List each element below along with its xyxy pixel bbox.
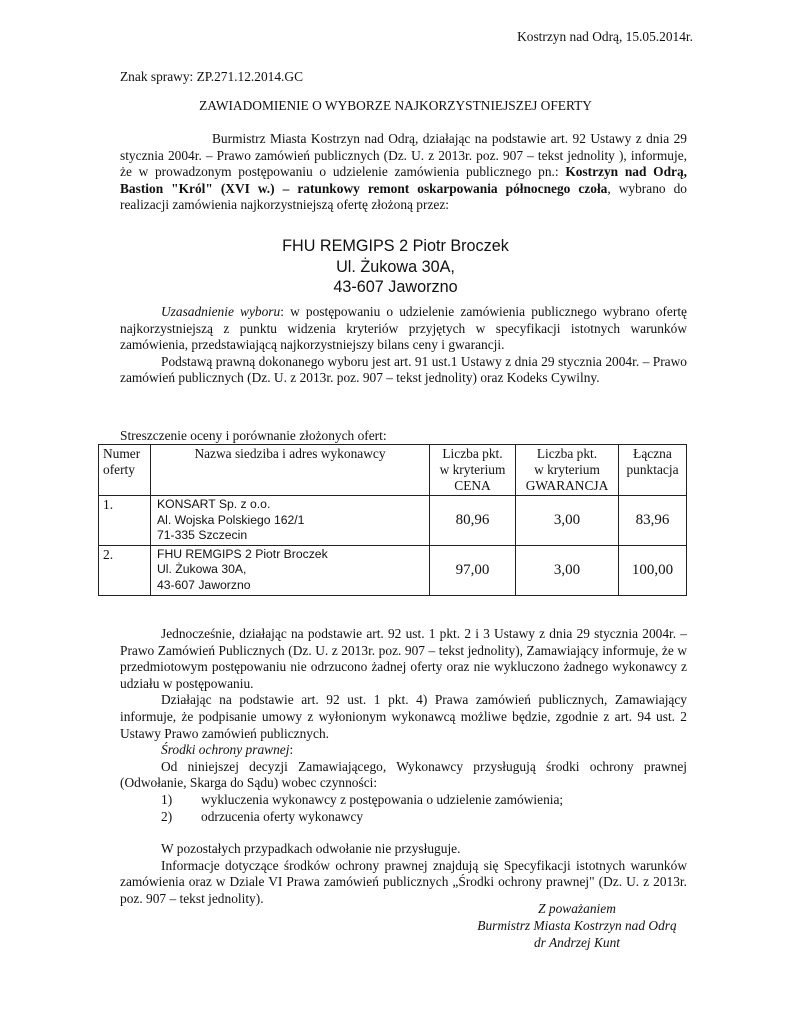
signature-greeting: Z poważaniem — [538, 901, 616, 916]
row-total-points: 83,96 — [619, 496, 687, 546]
closing-paragraph-5: Informacje dotyczące środków ochrony prawnej znajdują się Specyfikacji istotnych warunków zamówienia oraz w Dziale VI Prawa zamówień publicznych „Środki ochrony prawnej" (Dz. U. z 2013r. poz. 907 – tekst jednolity). — [120, 857, 687, 906]
winner-city: 43-607 Jaworzno — [333, 278, 458, 296]
offers-table — [98, 444, 687, 596]
row-number: 1. — [99, 496, 151, 546]
legal-basis: Podstawą prawną dokonanego wyboru jest art. 91 ust.1 Ustawy z dnia 29 stycznia 2004r. – Prawo zamówień publicznych (Dz. U. z 2013r. poz. 907 – tekst jednolity) oraz Kodeks Cywilny. — [120, 353, 687, 386]
justification-label: Uzasadnienie wyboru — [161, 304, 281, 319]
signature-name: dr Andrzej Kunt — [533, 934, 621, 950]
project-name: Kostrzyn nad Odrą, Bastion "Król" (XVI w.) – ratunkowy remont oskarpowania północnego czoła — [120, 164, 687, 196]
winner-name: FHU REMGIPS 2 Piotr Broczek — [282, 237, 509, 255]
signature-block — [452, 901, 702, 951]
header-number: Numer oferty — [99, 445, 151, 496]
header-warranty: Liczba pkt. w kryterium GWARANCJA — [516, 445, 619, 496]
winner-block — [0, 236, 791, 298]
document-date: Kostrzyn nad Odrą, 15.05.2014r. — [517, 29, 693, 44]
closing-paragraph-3: Od niniejszej decyzji Zamawiającego, Wykonawcy przysługują środki ochrony prawnej (Odwołanie, Skarga do Sądu) wobec czynności: — [120, 758, 687, 791]
list-item: 2) odrzucenia oferty wykonawcy — [161, 808, 364, 824]
row-price-points: 97,00 — [430, 545, 516, 595]
header-price: Liczba pkt. w kryterium CENA — [430, 445, 516, 496]
row-price-points: 80,96 — [430, 496, 516, 546]
row-number: 2. — [99, 545, 151, 595]
list-item: 1) wykluczenia wykonawcy z postępowania o udzielenie zamówienia; — [161, 791, 564, 807]
table-row — [99, 496, 687, 546]
closing-paragraph-1: Jednocześnie, działając na podstawie art. 92 ust. 1 pkt. 2 i 3 Ustawy z dnia 29 stycznia 2004r. – Prawo Zamówień Publicznych (Dz. U. z 2013r. poz. 907 – tekst jednolity), Zamawiający informuje, że w przedmiotowym postępowaniu nie odrzucono żadnej oferty oraz nie wykluczono żadnego wykonawcy z udziału w postępowaniu. — [120, 626, 687, 691]
row-contractor: FHU REMGIPS 2 Piotr Broczek Ul. Żukowa 30A, 43-607 Jaworzno — [151, 545, 430, 595]
closing-paragraph-2: Działając na podstawie art. 92 ust. 1 pkt. 4) Prawa zamówień publicznych, Zamawiający informuje, że podpisanie umowy z wyłonionym wykonawcą możliwe będzie, zgodnie z art. 94 ust. 2 Ustawy Prawo zamówień publicznych. — [120, 692, 687, 741]
row-warranty-points: 3,00 — [516, 496, 619, 546]
case-number: Znak sprawy: ZP.271.12.2014.GC — [120, 69, 303, 84]
table-header-row — [99, 445, 687, 496]
remedies-heading: Środki ochrony prawnej: — [161, 742, 294, 758]
row-warranty-points: 3,00 — [516, 545, 619, 595]
header-name: Nazwa siedziba i adres wykonawcy — [151, 445, 430, 496]
document-title: ZAWIADOMIENIE O WYBORZE NAJKORZYSTNIEJSZEJ OFERTY — [199, 98, 592, 113]
intro-paragraph — [120, 131, 687, 214]
table-caption: Streszczenie oceny i porównanie złożonych ofert: — [120, 428, 387, 443]
intro-text-2: , wybrano do realizacji zamówienia najkorzystniejszą ofertę złożoną przez: — [120, 180, 687, 213]
winner-street: Ul. Żukowa 30A, — [336, 257, 455, 276]
closing-paragraph-4: W pozostałych przypadkach odwołanie nie przysługuje. — [161, 841, 461, 857]
row-contractor: KONSART Sp. z o.o. Al. Wojska Polskiego 162/1 71-335 Szczecin — [151, 496, 430, 546]
table-row — [99, 545, 687, 595]
remedies-list — [120, 792, 687, 825]
justification-text: : w postępowaniu o udzielenie zamówienia publicznego wybrano ofertę najkorzystniejszą z punktu widzenia kryteriów przyjętych w specyfikacji istotnych warunków zamówienia, przedstawiającą najkorzystniejszy bilans ceny i gwarancji. — [120, 304, 688, 353]
header-total: Łączna punktacja — [619, 445, 687, 496]
row-total-points: 100,00 — [619, 545, 687, 595]
justification-block — [120, 304, 687, 387]
intro-text-1: Burmistrz Miasta Kostrzyn nad Odrą, działając na podstawie art. 92 Ustawy z dnia 29 stycznia 2004r. – Prawo zamówień publicznych (Dz. U. z 2013r. poz. 907 – tekst jednolity ), informuje, że w prowadzonym postępowaniu o udzielenie zamówienia publicznego pn.: — [120, 131, 687, 180]
closing-block — [120, 626, 687, 908]
signature-role: Burmistrz Miasta Kostrzyn nad Odrą — [477, 917, 677, 933]
